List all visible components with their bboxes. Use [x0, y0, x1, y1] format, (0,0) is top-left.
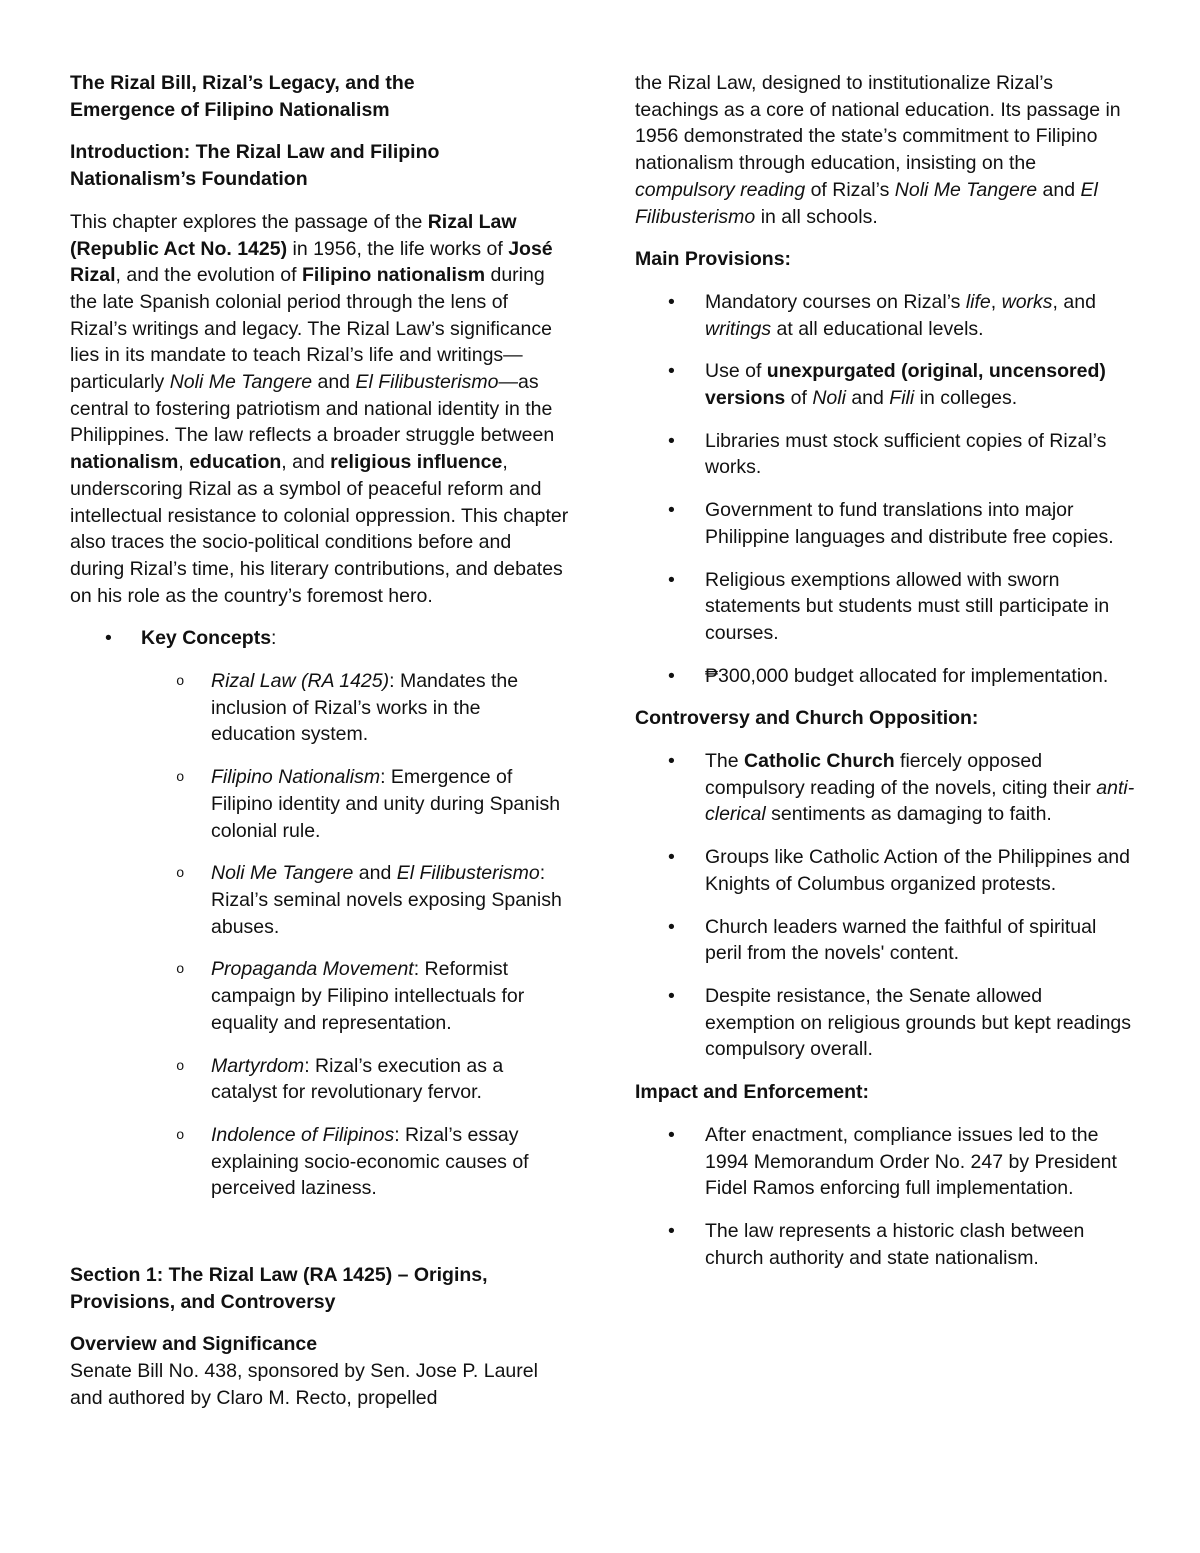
controversy-item: • Church leaders warned the faithful of spiritual peril from the novels' content.: [635, 914, 1135, 967]
key-concept-term: Propaganda Movement: [211, 958, 414, 981]
right-column: [635, 70, 1135, 1287]
key-concept-term: Rizal Law (RA 1425): [211, 670, 390, 693]
provision-text: of: [785, 387, 813, 410]
intro-italic-noli: Noli Me Tangere: [169, 371, 313, 394]
intro-bold-education: education: [189, 451, 282, 474]
intro-heading: [70, 139, 570, 192]
overview-text: of Rizal’s: [805, 178, 895, 201]
key-concept-term: Indolence of Filipinos: [211, 1123, 395, 1146]
overview-paragraph-continued: [635, 70, 1135, 230]
key-concept-item: [70, 764, 570, 844]
key-concept-item: [70, 860, 570, 940]
provision-italic: Noli: [812, 387, 846, 410]
controversy-list: [635, 748, 1135, 1063]
provision-italic: works: [1001, 290, 1053, 313]
provision-item: • Government to fund translations into major Philippine languages and distribute free copies.: [635, 497, 1135, 550]
section1-heading-line-2: Provisions, and Controversy: [70, 1290, 336, 1313]
impact-item: • The law represents a historic clash between church authority and state nationalism.: [635, 1218, 1135, 1271]
provisions-list: [635, 289, 1135, 689]
key-concept-desc: : Emergence of Filipino identity and unity during Spanish colonial rule.: [211, 766, 561, 842]
section1-heading: [70, 1262, 570, 1315]
intro-text: , and the evolution of: [115, 264, 302, 287]
key-concept-item: [70, 668, 570, 748]
key-concept-item: [70, 1053, 570, 1106]
overview-paragraph-start: Senate Bill No. 438, sponsored by Sen. Jose P. Laurel and authored by Claro M. Recto, propelled: [70, 1360, 538, 1409]
provision-item: [635, 358, 1135, 411]
key-concept-desc: : Reformist campaign by Filipino intellectuals for equality and representation.: [211, 958, 525, 1034]
key-concept-term: Noli Me Tangere: [211, 862, 354, 885]
section1-heading-line-1: Section 1: The Rizal Law (RA 1425) – Origins,: [70, 1264, 488, 1287]
provision-text: ,: [990, 290, 1002, 313]
key-concept-desc: : Mandates the inclusion of Rizal’s works in the education system.: [211, 670, 519, 746]
key-concepts-list: [70, 625, 570, 1202]
provision-text: at all educational levels.: [771, 317, 984, 340]
section-spacer: [70, 1218, 570, 1262]
intro-bold-rizal-law: Rizal Law (Republic Act No. 1425): [70, 210, 517, 260]
overview-text: in all schools.: [755, 205, 878, 228]
intro-bold-religious: religious influence: [330, 451, 503, 474]
overview-italic-compulsory: compulsory reading: [635, 178, 806, 201]
overview-italic-noli: Noli Me Tangere: [894, 178, 1038, 201]
overview-italic-fili: El Filibusterismo: [635, 178, 1098, 228]
overview-text: the Rizal Law, designed to institutionalize Rizal’s teachings as a core of national education. Its passage in 1956 demonstrated the state’s commitment to Filipino nationalism through education, insisting on the: [635, 72, 1121, 175]
key-concept-desc: : Rizal’s execution as a catalyst for revolutionary fervor.: [211, 1054, 504, 1104]
controversy-item: • Groups like Catholic Action of the Philippines and Knights of Columbus organized protests.: [635, 844, 1135, 897]
intro-heading-line-1: Introduction: The Rizal Law and Filipino: [70, 141, 440, 164]
key-concept-term: Filipino Nationalism: [211, 766, 381, 789]
provision-text: Use of: [705, 360, 767, 383]
intro-text: ,: [178, 451, 190, 474]
impact-list: [635, 1122, 1135, 1272]
intro-heading-line-2: Nationalism’s Foundation: [70, 168, 308, 191]
provision-italic: Fili: [889, 387, 915, 410]
controversy-item: [635, 748, 1135, 828]
intro-text: in 1956, the life works of: [287, 237, 509, 260]
intro-bold-nationalism-2: nationalism: [70, 451, 179, 474]
key-concept-term: Martyrdom: [211, 1054, 305, 1077]
impact-heading: Impact and Enforcement:: [635, 1081, 870, 1104]
provision-item: [635, 289, 1135, 342]
key-concept-mid: and: [353, 862, 397, 885]
intro-text: , underscoring Rizal as a symbol of peaceful reform and intellectual resistance to colonial oppression. This chapter also traces the socio-political conditions before and during Rizal’s time, his literary contributions, and debates on his role as the country’s foremost hero.: [70, 451, 569, 607]
key-concept-item: [70, 956, 570, 1036]
controversy-bold: Catholic Church: [744, 750, 895, 773]
intro-paragraph: [70, 209, 570, 610]
key-concept-item: [70, 1122, 570, 1202]
document-title: [70, 70, 570, 123]
key-concept-desc: : Rizal’s essay explaining socio-economic causes of perceived laziness.: [211, 1123, 529, 1200]
controversy-text: The: [705, 750, 745, 773]
controversy-item: • Despite resistance, the Senate allowed exemption on religious grounds but kept readings compulsory overall.: [635, 983, 1135, 1063]
provision-text: Mandatory courses on Rizal’s: [705, 290, 966, 313]
impact-item: • After enactment, compliance issues led to the 1994 Memorandum Order No. 247 by President Fidel Ramos enforcing full implementation.: [635, 1122, 1135, 1202]
controversy-italic: anti-clerical: [705, 776, 1135, 826]
overview-text: and: [1037, 178, 1081, 201]
provision-bold: unexpurgated (original, uncensored) versions: [705, 360, 1106, 410]
provision-item: • ₱300,000 budget allocated for implementation.: [635, 663, 1135, 690]
provision-item: • Religious exemptions allowed with sworn statements but students must still participate in courses.: [635, 567, 1135, 647]
key-concept-desc: : Rizal’s seminal novels exposing Spanish abuses.: [211, 862, 562, 938]
key-concept-term: El Filibusterismo: [396, 862, 540, 885]
overview-heading: Overview and Significance: [70, 1333, 318, 1356]
intro-text: during the late Spanish colonial period through the lens of Rizal’s writings and legacy. The Rizal Law’s significance lies in its mandate to teach Rizal’s life and writings—particularly: [70, 264, 552, 394]
intro-text: , and: [281, 451, 331, 474]
controversy-text: fiercely opposed compulsory reading of the novels, citing their: [705, 750, 1097, 799]
provision-text: and: [845, 387, 890, 410]
provision-item: • Libraries must stock sufficient copies of Rizal’s works.: [635, 428, 1135, 481]
intro-text: This chapter explores the passage of the: [70, 210, 428, 233]
title-line-2: Emergence of Filipino Nationalism: [70, 98, 390, 121]
left-column: [70, 70, 570, 1412]
intro-text: and: [312, 371, 356, 394]
provision-italic: writings: [705, 317, 772, 340]
provision-text: in colleges.: [914, 387, 1018, 410]
intro-text: —as central to fostering patriotism and national identity in the Philippines. The law reflects a broader struggle between: [70, 371, 555, 447]
controversy-heading: Controversy and Church Opposition:: [635, 707, 979, 730]
intro-italic-fili: El Filibusterismo: [355, 371, 499, 394]
controversy-text: sentiments as damaging to faith.: [765, 803, 1052, 826]
key-concepts-label: Key Concepts: [141, 627, 272, 650]
key-concepts-bullet: [70, 625, 570, 652]
key-concepts-colon: :: [271, 627, 277, 650]
title-line-1: The Rizal Bill, Rizal’s Legacy, and the: [70, 72, 415, 94]
provisions-heading: Main Provisions:: [635, 248, 792, 271]
provision-italic: life: [965, 290, 991, 313]
provision-text: , and: [1052, 290, 1096, 313]
intro-bold-nationalism: Filipino nationalism: [301, 264, 486, 287]
intro-bold-jose-rizal: José Rizal: [70, 237, 553, 287]
